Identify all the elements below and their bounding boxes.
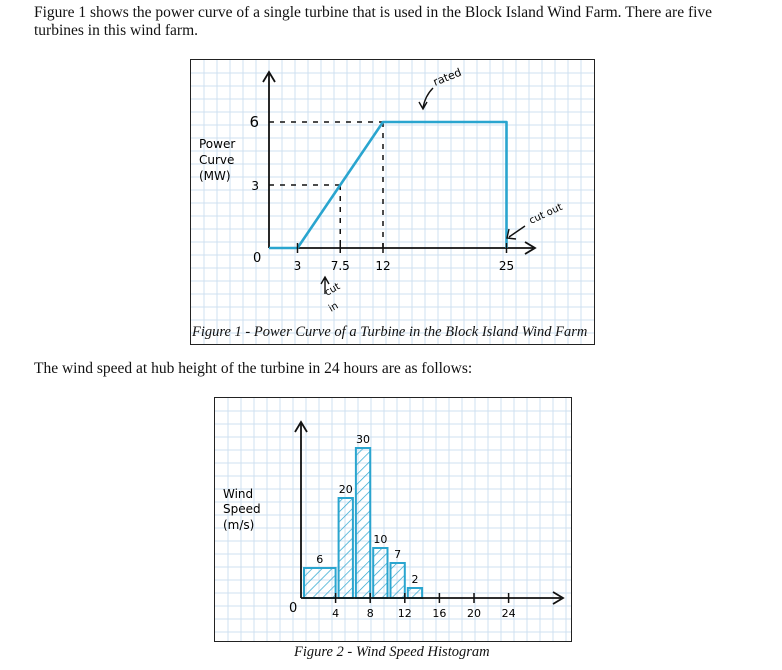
- power-curve-origin: 0: [253, 251, 262, 266]
- bar-value-label: 20: [338, 483, 353, 496]
- x-tick-label: 25: [498, 259, 515, 273]
- bar-value-label: 30: [356, 433, 371, 446]
- bar-value-label: 6: [316, 553, 324, 566]
- wind-speed-intro: The wind speed at hub height of the turbine in 24 hours are as follows:: [34, 360, 473, 377]
- histogram-bar: [373, 548, 387, 598]
- x-tick-label: 4: [332, 607, 340, 620]
- power-curve-ylabel-line2: Curve: [199, 153, 235, 167]
- histogram-bar: [408, 588, 422, 598]
- figure2-caption: Figure 2 - Wind Speed Histogram: [294, 644, 490, 660]
- bar-value-label: 2: [411, 573, 419, 586]
- x-tick-label: 7.5: [330, 259, 350, 273]
- figure1-caption: Figure 1 - Power Curve of a Turbine in the Block Island Wind Farm: [192, 324, 588, 340]
- histogram-bar: [356, 448, 370, 598]
- power-curve-ylabel-line3: (MW): [199, 169, 231, 183]
- x-tick-label: 12: [375, 259, 391, 273]
- bar-value-label: 10: [373, 533, 388, 546]
- wind-histogram-grid: [215, 398, 571, 641]
- power-curve-ylabel-line1: Power: [199, 137, 236, 151]
- intro-paragraph: Figure 1 shows the power curve of a single turbine that is used in the Block Island Wind Farm. There are five turbines in this wind farm.: [34, 4, 713, 39]
- power-curve-grid: [191, 60, 594, 344]
- wind-histogram-chart: [215, 398, 571, 641]
- wind-histogram-ylabel-line3: (m/s): [223, 518, 255, 532]
- x-tick-label: 12: [397, 607, 412, 620]
- x-tick-label: 20: [467, 607, 481, 620]
- x-tick-label: 8: [366, 607, 374, 620]
- histogram-bar: [339, 498, 353, 598]
- wind-histogram-ylabel-line1: Wind: [223, 487, 254, 501]
- bar-value-label: 7: [394, 548, 402, 561]
- rated-annotation: rated: [431, 65, 464, 89]
- cutin-annotation-line1: cut: [323, 281, 343, 299]
- x-tick-label: 3: [293, 259, 302, 273]
- wind-histogram-bars: [304, 448, 422, 598]
- figure1-power-curve: [190, 59, 595, 345]
- cutin-annotation-line2: in: [327, 300, 341, 315]
- histogram-bar: [304, 568, 336, 598]
- cutout-annotation: cut out: [527, 201, 565, 227]
- y-tick-label: 6: [249, 113, 259, 131]
- wind-histogram-origin: 0: [289, 601, 298, 616]
- figure2-wind-histogram: [214, 397, 572, 642]
- y-tick-label: 3: [251, 179, 259, 193]
- power-curve-chart: [191, 60, 594, 344]
- wind-histogram-ylabel-line2: Speed: [223, 502, 261, 516]
- x-tick-label: 24: [501, 607, 516, 620]
- histogram-bar: [391, 563, 405, 598]
- x-tick-label: 16: [432, 607, 447, 620]
